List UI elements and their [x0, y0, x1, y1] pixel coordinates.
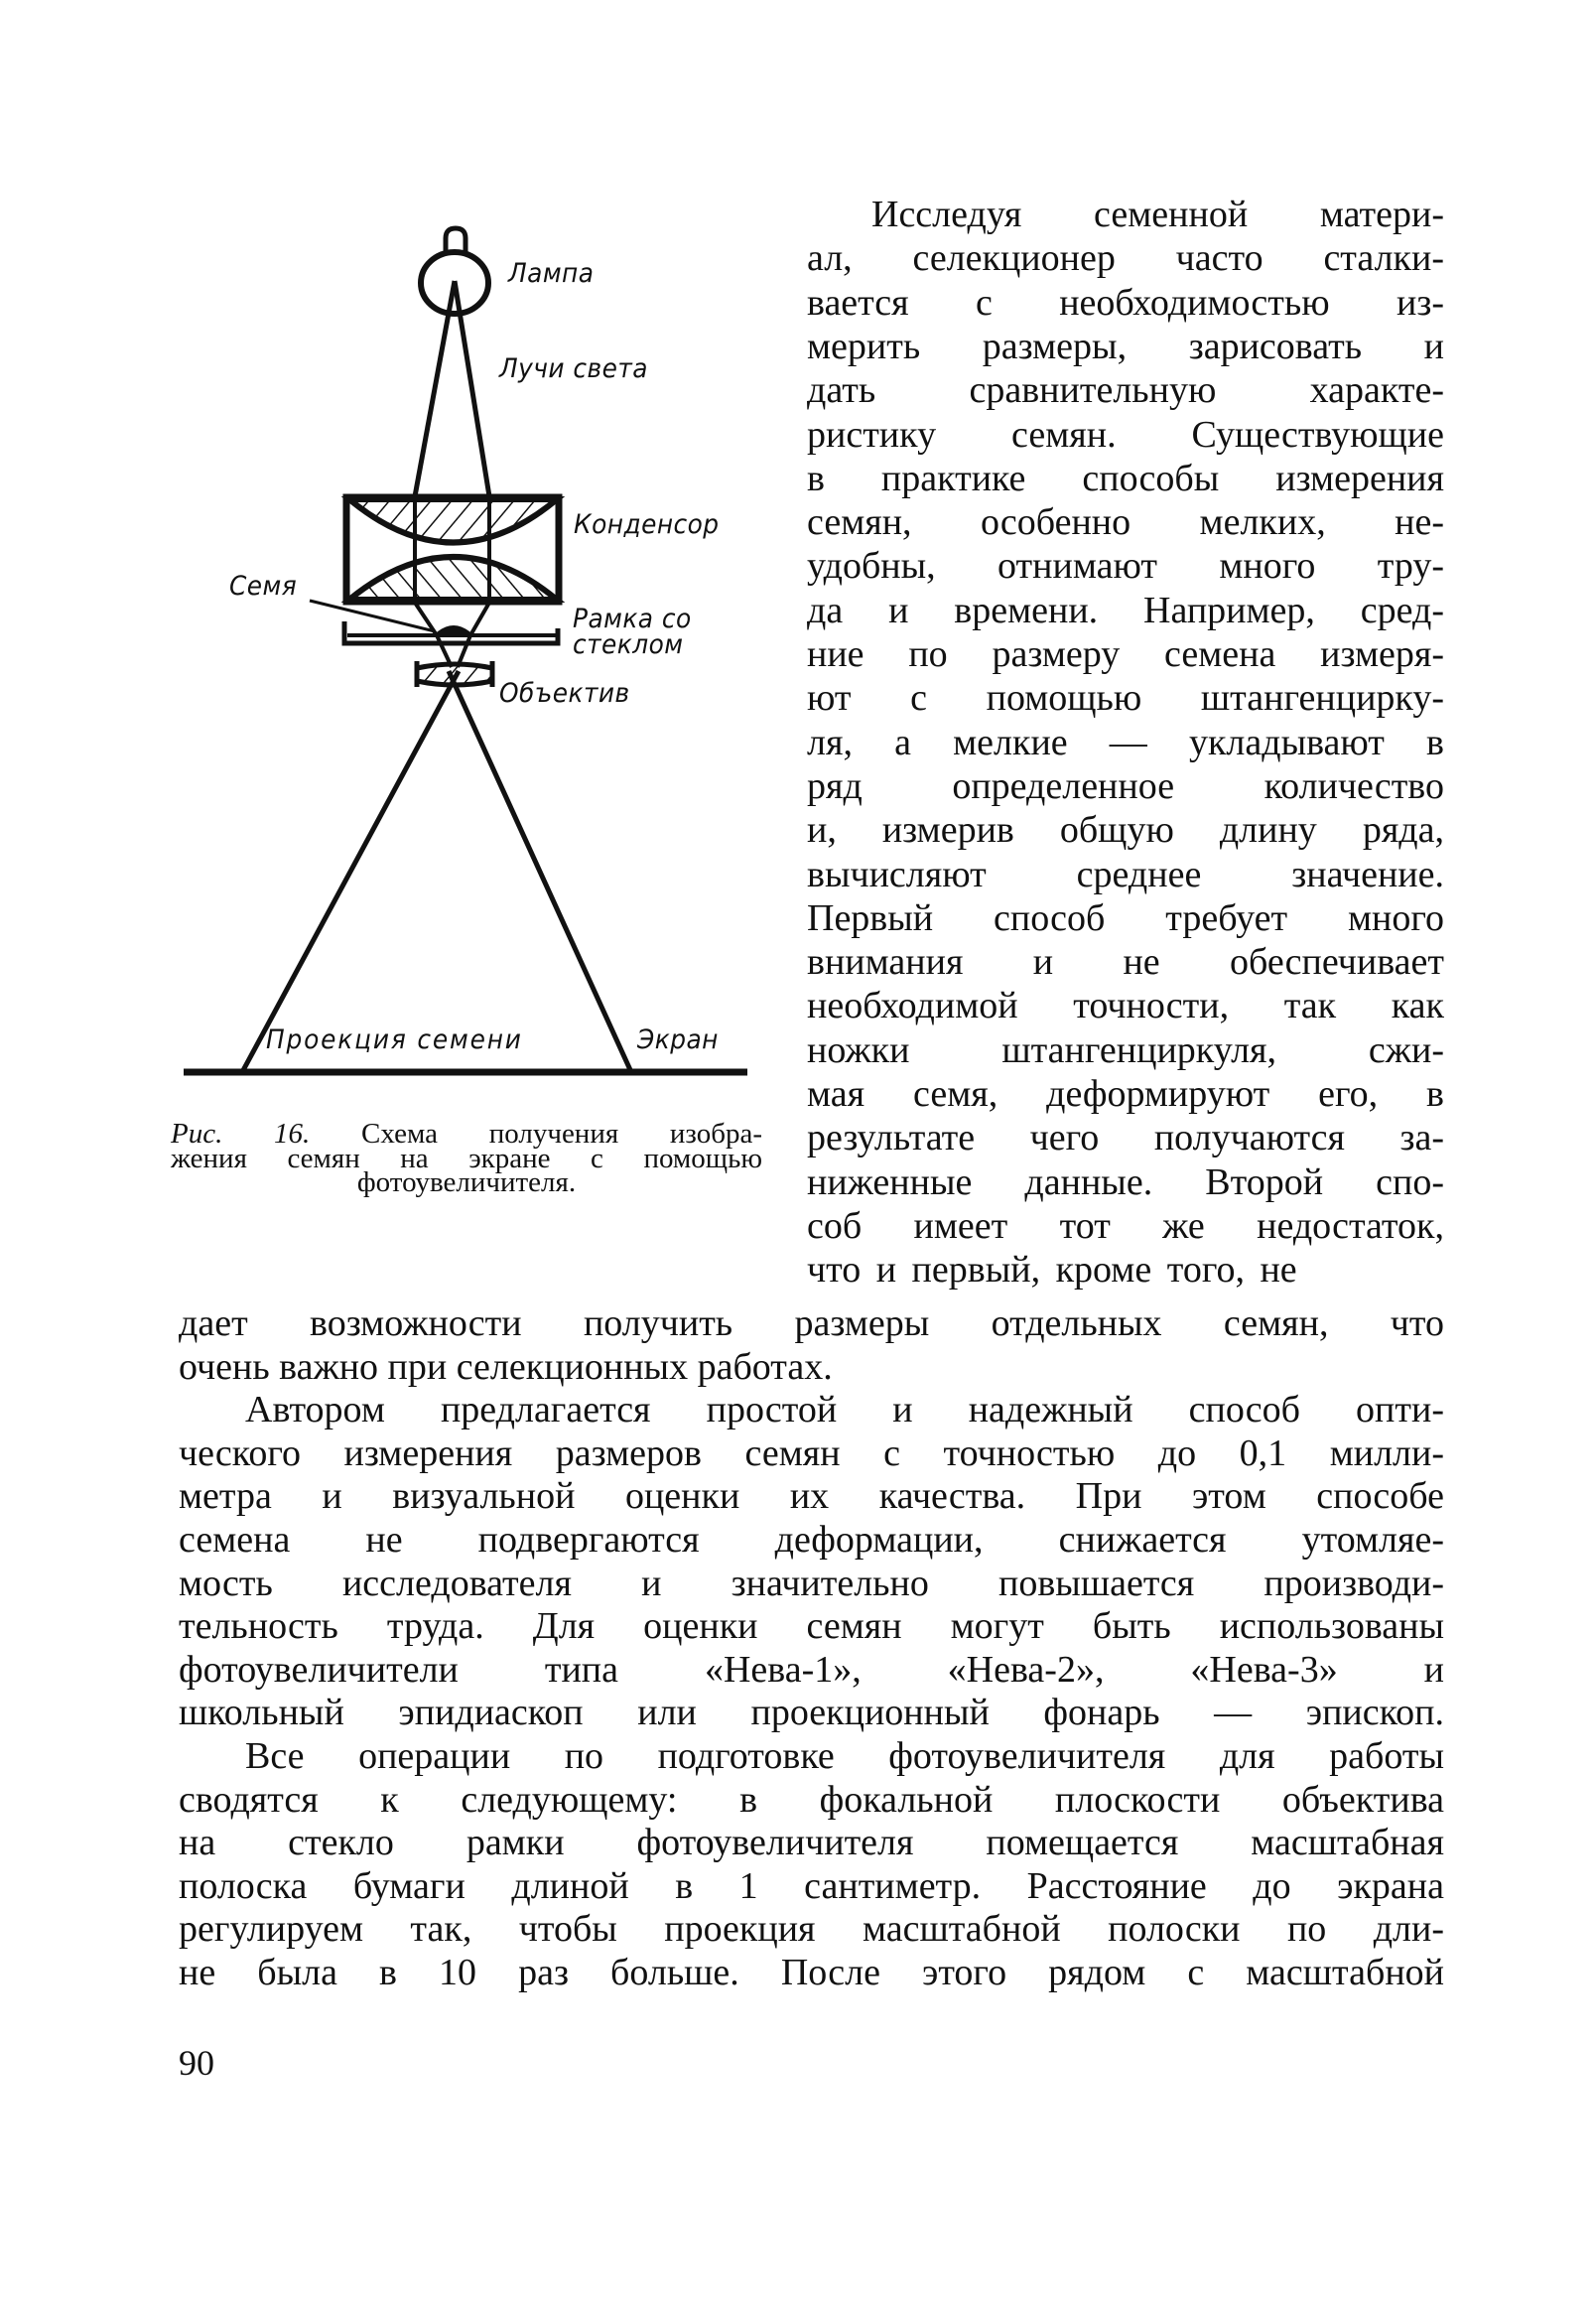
- text-line: ниженные данные. Второй спо-: [807, 1160, 1444, 1203]
- caption-line-3: фотоувеличителя.: [356, 1166, 577, 1198]
- text-line: мость исследователя и значительно повышается производи-: [179, 1562, 1444, 1604]
- text-line: мерить размеры, зарисовать и: [807, 325, 1444, 367]
- text-line: Первый способ требует много: [807, 896, 1444, 939]
- condenser-bottom-lens: [349, 557, 557, 600]
- seed-icon: [435, 626, 472, 635]
- caption-line-2: жения семян на экране с помощью: [171, 1142, 762, 1174]
- text-line: да и времени. Например, сред-: [807, 589, 1444, 631]
- label-frame-line1: Рамка со: [573, 604, 692, 634]
- text-line: очень важно при селекционных работах.: [179, 1345, 833, 1388]
- text-line: фотоувеличители типа «Нева-1», «Нева-2», «Нева-3» и: [179, 1648, 1444, 1691]
- text-line: вычисляют среднее значение.: [807, 853, 1444, 895]
- text-line: ние по размеру семена измеря-: [807, 633, 1444, 675]
- text-line: на стекло рамки фотоувеличителя помещается масштабная: [179, 1822, 1444, 1864]
- text-line: тельность труда. Для оценки семян могут быть использованы: [179, 1605, 1444, 1648]
- text-line: ческого измерения размеров семян с точностью до 0,1 милли-: [179, 1431, 1444, 1474]
- text-line: семян, особенно мелких, не-: [807, 501, 1444, 544]
- text-line: регулируем так, чтобы проекция масштабной полоски по дли-: [179, 1908, 1444, 1951]
- text-line: дает возможности получить размеры отдельных семян, что: [179, 1302, 1444, 1344]
- figure-number: Рис. 16.: [171, 1118, 311, 1150]
- label-light-rays: Лучи света: [499, 353, 648, 384]
- label-objective: Объектив: [499, 678, 630, 709]
- label-frame-line2: стеклом: [573, 629, 684, 660]
- ray-left-lower: [242, 671, 459, 1072]
- text-line: полоска бумаги длиной в 1 сантиметр. Расстояние до экрана: [179, 1864, 1444, 1907]
- text-line: не была в 10 раз больше. После этого рядом с масштабной: [179, 1952, 1444, 1993]
- text-line: что и первый, кроме того, не: [807, 1249, 1297, 1292]
- text-line: Автором предлагается простой и надежный способ опти-: [245, 1389, 1444, 1431]
- text-line: семена не подвергаются деформации, снижается утомляе-: [179, 1519, 1444, 1561]
- text-line: вается с необходимостью из-: [807, 281, 1444, 324]
- figure-caption: [171, 1118, 762, 1198]
- ray-right-lower: [449, 671, 631, 1072]
- text-line: удобны, отнимают много тру-: [807, 545, 1444, 588]
- text-line: необходимой точности, так как: [807, 985, 1444, 1027]
- text-line: соб имеет тот же недостаток,: [807, 1204, 1444, 1247]
- condenser-top-lens: [349, 499, 557, 543]
- text-line: ля, а мелкие — укладывают в: [807, 721, 1444, 763]
- text-line: ножки штангенциркуля, сжи-: [807, 1028, 1444, 1071]
- text-line: внимания и не обеспечивает: [807, 941, 1444, 984]
- label-lamp: Лампа: [508, 258, 595, 289]
- label-seed: Семя: [229, 571, 298, 602]
- text-line: школьный эпидиаскоп или проекционный фонарь — эпископ.: [179, 1692, 1444, 1734]
- text-line: Все операции по подготовке фотоувеличителя для работы: [245, 1735, 1444, 1777]
- page-number: 90: [179, 2043, 214, 2083]
- label-screen: Экран: [637, 1024, 719, 1055]
- ray-left-upper: [415, 281, 455, 496]
- text-line: ряд определенное количество: [807, 764, 1444, 807]
- lamp-icon: [421, 228, 488, 314]
- glass-frame: [344, 621, 558, 643]
- text-line: Исследуя семенной матери-: [871, 194, 1444, 235]
- text-line: ал, селекционер часто сталки-: [807, 237, 1444, 280]
- text-line: результате чего получаются за-: [807, 1117, 1444, 1159]
- ray-right-upper: [455, 281, 489, 496]
- text-line: ют с помощью штангенцирку-: [807, 677, 1444, 720]
- text-line: в практике способы измерения: [807, 457, 1444, 499]
- text-line: и, измерив общую длину ряда,: [807, 809, 1444, 852]
- text-line: дать сравнительную характе-: [807, 369, 1444, 412]
- text-line: мая семя, деформируют его, в: [807, 1073, 1444, 1115]
- text-line: сводятся к следующему: в фокальной плоскости объектива: [179, 1778, 1444, 1821]
- caption-text-1: Схема получения изобра-: [361, 1118, 762, 1150]
- text-line: ристику семян. Существующие: [807, 413, 1444, 456]
- label-condenser: Конденсор: [574, 509, 720, 540]
- label-seed-projection: Проекция семени: [266, 1024, 523, 1055]
- text-line: метра и визуальной оценки их качества. При этом способе: [179, 1475, 1444, 1518]
- condenser: [346, 496, 559, 603]
- light-rays-lower: [242, 671, 631, 1072]
